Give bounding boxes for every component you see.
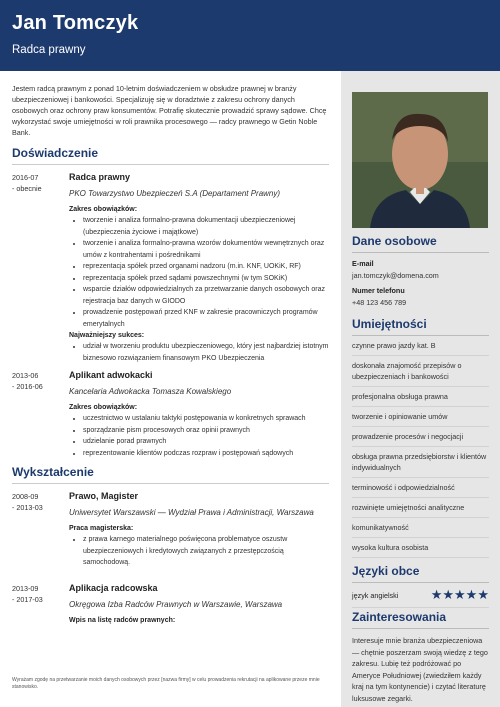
list-item: • tworzenie i analiza formalno-prawna wzorów dokumentów wewnętrznych oraz umów z kontrahentami i pośrednikami [83,238,329,261]
list-item: • reprezentowanie klientów podczas rozpraw i postępowań sądowych [83,448,329,460]
skills-title: Umiejętności [352,317,489,336]
skill-item: profesjonalna obsługa prawna [352,387,489,407]
email-label: E-mail [352,259,374,268]
skill-item: doskonała znajomość przepisów o ubezpieczeniach i bankowości [352,356,489,387]
entry-date: 2016-07 - obecnie [12,173,42,193]
organization: Kancelaria Adwokacka Tomasza Kowalskiego [69,387,232,396]
sidebar [341,71,500,707]
degree: Prawo, Magister [69,491,139,501]
language-name: język angielski [352,590,399,600]
skill-item: terminowość i odpowiedzialność [352,478,489,498]
position: Aplikant adwokacki [69,370,153,380]
experience-title: Doświadczenie [12,146,329,165]
list-item: • udzielanie porad prawnych [83,436,329,448]
degree: Aplikacja radcowska [69,582,158,593]
experience-entry [12,370,329,459]
email-value: jan.tomczyk@domena.com [352,271,439,280]
duties-label: Zakres obowiązków: [69,404,138,411]
star-rating-icon: ★★★★★ [430,587,489,602]
skill-item: rozwinięte umiejętności analityczne [352,498,489,518]
language-item [352,583,489,608]
success-list [83,341,329,364]
list-item: • udział w tworzeniu produktu ubezpieczeniowego, który jest najbardziej istotnym biznesowo rozwiązaniem finansowym PKO Ubezpieczenia [83,341,329,364]
skill-item: prowadzenie procesów i negocjacji [352,427,489,447]
profile-photo [352,92,488,228]
list-item: • reprezentacja spółek przed sądami powszechnymi (w tym SOKiK) [83,273,329,285]
list-item: • tworzenie i analiza formalno-prawna dokumentacji ubezpieczeniowej (ubezpieczenia życiowe i majątkowe) [83,215,329,238]
success-label: Najważniejszy sukces: [69,332,145,339]
entry-date: 2008-09 - 2013-03 [12,492,43,512]
list-item: • wsparcie działów odpowiedzialnych za przetwarzanie danych osobowych oraz rejestracja baz danych w GIODO [83,284,329,307]
duties-label: Zakres obowiązków: [69,206,138,213]
profile-photo-image [352,92,488,228]
thesis-list [83,534,329,569]
duties-list [83,413,329,459]
summary: Jestem radcą prawnym z ponad 10-letnim doświadczeniem w obsłudze prawnej w branży ubezpieczeniowej i bankowości. Specjalizuję się w doradztwie z zakresu ochrony danych osobowych oraz ochrony praw konsumentów. Potrafię skutecznie prowadzić sprawy sądowe. Chcę wykorzystać swoje umiejętności w roli prawnika procesowego — radcy prawnego w Getin Noble Bank. [12,84,327,137]
school: Okręgowa Izba Radców Prawnych w Warszawie, Warszawa [69,599,283,609]
thesis-label: Praca magisterska: [69,525,134,532]
list-item: • sporządzanie pism procesowych oraz opinii prawnych [83,425,329,437]
name-title: Jan Tomczyk [12,12,139,34]
organization: PKO Towarzystwo Ubezpieczeń S.A (Departament Prawny) [69,189,281,198]
education-title: Wykształcenie [12,465,329,484]
list-item: • reprezentacja spółek przed organami nadzoru (m.in. KNF, UOKiK, RF) [83,261,329,273]
list-item: • prowadzenie postępowań przed KNF w zakresie pracowniczych programów emerytalnych [83,307,329,330]
entry-date: 2013-06 - 2016-06 [12,371,43,391]
skill-item: obsługa prawna przedsiębiorstw i klientów indywidualnych [352,447,489,478]
consent-clause: Wyrażam zgodę na przetwarzanie moich danych osobowych przez [nazwa firmy] w celu prowadzenia rekrutacji na aplikowane przeze mnie stanowisko. [12,677,320,690]
education-entry [12,491,329,569]
phone-label: Numer telefonu [352,286,405,295]
personal-title: Dane osobowe [352,234,489,253]
school: Uniwersytet Warszawski — Wydział Prawa i Administracji, Warszawa [69,508,314,517]
main-column [0,71,341,707]
interests-title: Zainteresowania [352,610,489,629]
education-entry [12,583,329,624]
position: Radca prawny [69,172,131,182]
skill-item: wysoka kultura osobista [352,538,489,558]
phone-value: +48 123 456 789 [352,298,407,307]
skill-item: tworzenie i opiniowanie umów [352,407,489,427]
languages-title: Języki obce [352,564,489,583]
registry-label: Wpis na listę radców prawnych: [69,616,176,624]
duties-list [83,215,329,330]
list-item: • z prawa karnego materialnego poświęcona problematyce oszustw ubezpieczeniowych i kredytowych związanych z przestępczością samochodową. [83,534,329,569]
interests-text: Interesuje mnie branża ubezpieczeniowa — chętnie poszerzam swoją wiedzę z tego zakresu. Lubię też podróżować po Ameryce Południowej (zwiedziłem każdy kraj na tym kontynencie) i czytać literaturę luksusowe zegarki. [352,636,488,703]
entry-date: 2013-09 - 2017-03 [12,583,43,604]
skill-item: komunikatywność [352,518,489,538]
skill-item: czynne prawo jazdy kat. B [352,336,489,356]
list-item: • uczestnictwo w ustalaniu taktyki postępowania w konkretnych sprawach [83,413,329,425]
role-subtitle: Radca prawny [12,44,86,56]
experience-entry [12,172,329,364]
header [0,0,500,71]
